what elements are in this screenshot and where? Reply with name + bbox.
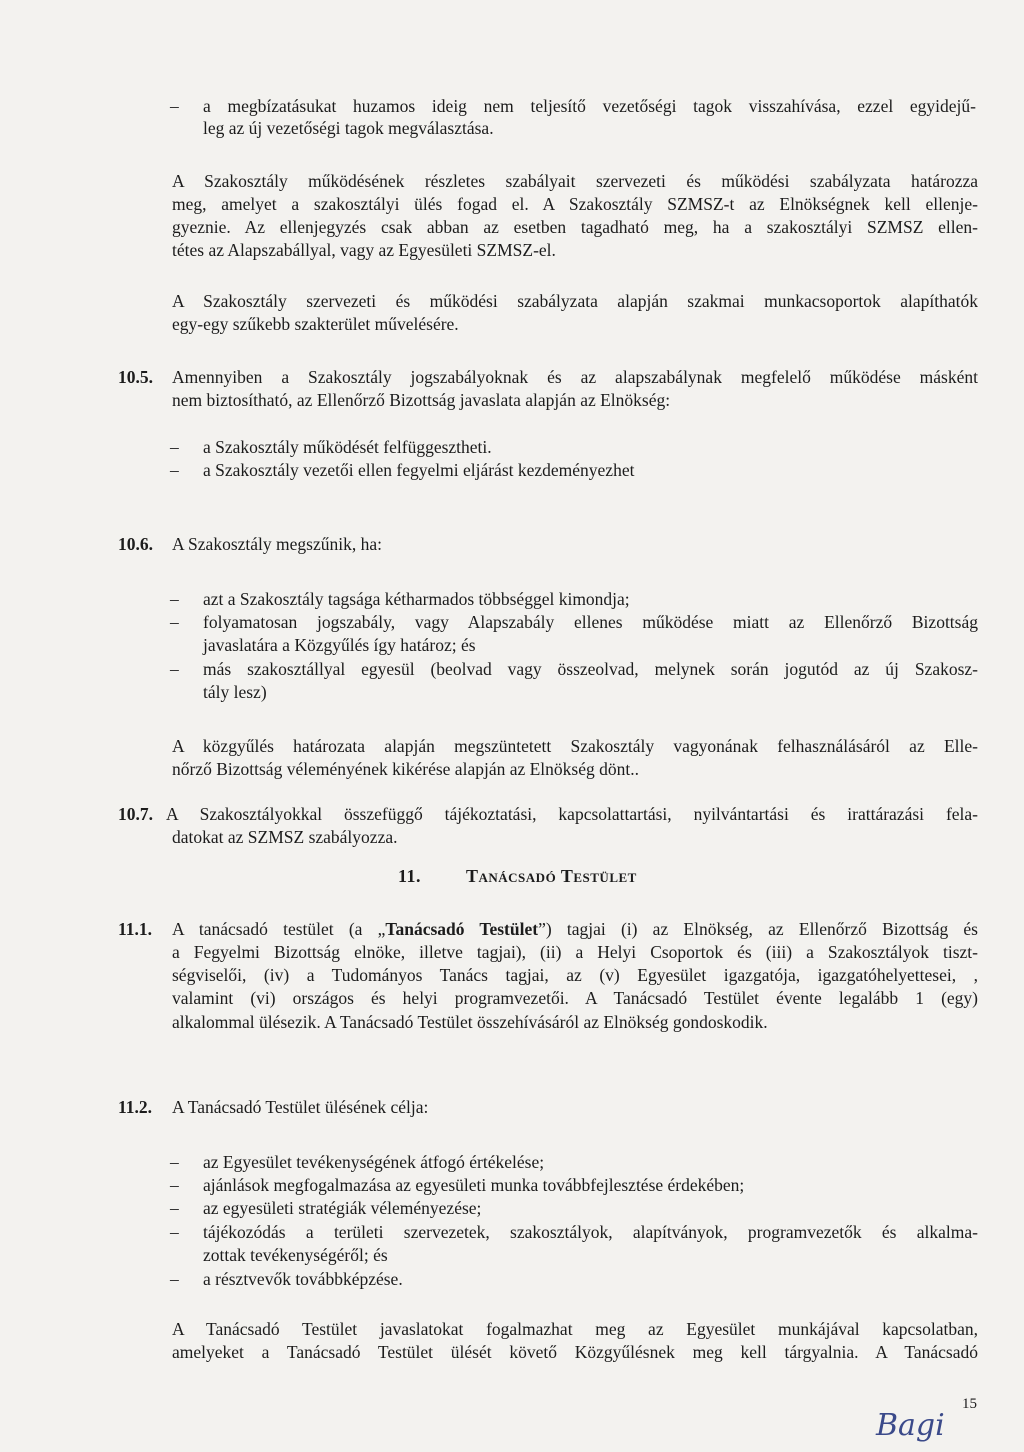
bullet-text-line: a Szakosztály működését felfüggesztheti. — [203, 437, 492, 457]
bullet-text-line: a résztvevők továbbképzése. — [203, 1269, 403, 1289]
section-text-line — [172, 918, 978, 940]
dash: – — [170, 1198, 179, 1218]
bullet-text-line: javaslatára a Közgyűlés így határoz; és — [203, 635, 476, 655]
section-text-line: nem biztosítható, az Ellenőrző Bizottság javaslata alapján az Elnökség: — [172, 390, 671, 410]
section-number: 10.5. — [118, 367, 153, 387]
bullet-text-line: más szakosztállyal egyesül (beolvad vagy összeolvad, melynek során jogutód az új Szakosz- — [203, 659, 978, 679]
bullet-text-line: tájékozódás a területi szervezetek, szakosztályok, alapítványok, programvezetők és alkalma- — [203, 1222, 978, 1242]
dash: – — [170, 96, 179, 116]
dash: – — [170, 1175, 179, 1195]
paragraph-line: gyeznie. Az ellenjegyzés csak abban az esetben tagadható meg, ha a szakosztályi SZMSZ ellen- — [172, 217, 978, 237]
bullet-text-line: tály lesz) — [203, 682, 267, 702]
bullet-text-line: az Egyesület tevékenységének átfogó értékelése; — [203, 1152, 545, 1172]
paragraph-line: A Tanácsadó Testület javaslatokat fogalmazhat meg az Egyesület munkájával kapcsolatban, — [172, 1319, 978, 1339]
section-text-line: a Fegyelmi Bizottság elnöke, illetve tagjai), (ii) a Helyi Csoportok és (iii) a Szakosztályok tiszt- — [172, 942, 978, 962]
dash: – — [170, 460, 179, 480]
bullet-text-line: azt a Szakosztály tagsága kétharmados többséggel kimondja; — [203, 589, 630, 609]
paragraph-line: amelyeket a Tanácsadó Testület ülését követő Közgyűlésnek meg kell tárgyalnia. A Tanácsadó — [172, 1342, 978, 1362]
section-text-line: A Szakosztály megszűnik, ha: — [172, 534, 382, 554]
page-number: 15 — [962, 1396, 977, 1412]
paragraph-line: A Szakosztály működésének részletes szabályait szervezeti és működési szabályzata határozza — [172, 171, 978, 191]
handwritten-signature: Bagi — [876, 1408, 945, 1443]
text-fragment: ”) tagjai (i) az Elnökség, az Ellenőrző Bizottság és — [538, 919, 978, 939]
paragraph-line: nőrző Bizottság véleményének kikérése alapján az Elnökség dönt.. — [172, 759, 639, 779]
bullet-text-line: folyamatosan jogszabály, vagy Alapszabály ellenes működése miatt az Ellenőrző Bizottság — [203, 612, 978, 632]
bullet-text-line: leg az új vezetőségi tagok megválasztása. — [203, 118, 494, 138]
dash: – — [170, 589, 179, 609]
dash: – — [170, 1269, 179, 1289]
dash: – — [170, 659, 179, 679]
paragraph-line: meg, amelyet a szakosztályi ülés fogad el. A Szakosztály SZMSZ-t az Elnökségnek kell ellenje- — [172, 194, 978, 214]
text-fragment: A tanácsadó testület (a „ — [172, 919, 386, 939]
section-text-line: Amennyiben a Szakosztály jogszabályoknak és az alapszabálynak megfelelő működése másként — [172, 367, 978, 387]
section-number: 11.2. — [118, 1097, 153, 1117]
dash: – — [170, 1152, 179, 1172]
dash: – — [170, 612, 179, 632]
section-number: 11.1. — [118, 919, 153, 939]
chapter-title — [466, 866, 637, 887]
section-text-line: A Szakosztályokkal összefüggő tájékoztatási, kapcsolattartási, nyilvántartási és irattárazási fela- — [166, 804, 978, 824]
defined-term: Tanácsadó Testület — [385, 919, 539, 939]
paragraph-line: egy-egy szűkebb szakterület művelésére. — [172, 314, 459, 334]
chapter-title-text: Tanácsadó Testület — [466, 866, 637, 886]
section-text-line: ségviselői, (iv) a Tudományos Tanács tagjai, az (v) Egyesület igazgatója, igazgatóhelyettesei, , — [172, 965, 978, 985]
section-text-line: alkalommal ülésezik. A Tanácsadó Testület összehívásáról az Elnökség gondoskodik. — [172, 1012, 768, 1032]
bullet-text-line: ajánlások megfogalmazása az egyesületi munka továbbfejlesztése érdekében; — [203, 1175, 745, 1195]
paragraph-line: A Szakosztály szervezeti és működési szabályzata alapján szakmai munkacsoportok alapíthatók — [172, 291, 978, 311]
section-number: 10.7. — [118, 804, 153, 824]
section-text-line: datokat az SZMSZ szabályozza. — [172, 827, 398, 847]
dash: – — [170, 437, 179, 457]
paragraph-line: tétes az Alapszabállyal, vagy az Egyesületi SZMSZ-el. — [172, 240, 556, 260]
section-number: 10.6. — [118, 534, 153, 554]
bullet-text-line: a Szakosztály vezetői ellen fegyelmi eljárást kezdeményezhet — [203, 460, 635, 480]
section-text-line: A Tanácsadó Testület ülésének célja: — [172, 1097, 429, 1117]
dash: – — [170, 1222, 179, 1242]
chapter-number: 11. — [398, 866, 422, 886]
section-text-line: valamint (vi) országos és helyi programvezetői. A Tanácsadó Testület évente legalább 1 (egy) — [172, 988, 978, 1008]
bullet-text-line: zottak tevékenységéről; és — [203, 1245, 388, 1265]
paragraph-line: A közgyűlés határozata alapján megszüntetett Szakosztály vagyonának felhasználásáról az Elle- — [172, 736, 978, 756]
bullet-text-line: az egyesületi stratégiák véleményezése; — [203, 1198, 482, 1218]
bullet-text-line: a megbízatásukat huzamos ideig nem teljesítő vezetőségi tagok visszahívása, ezzel egyidejű- — [203, 96, 976, 116]
